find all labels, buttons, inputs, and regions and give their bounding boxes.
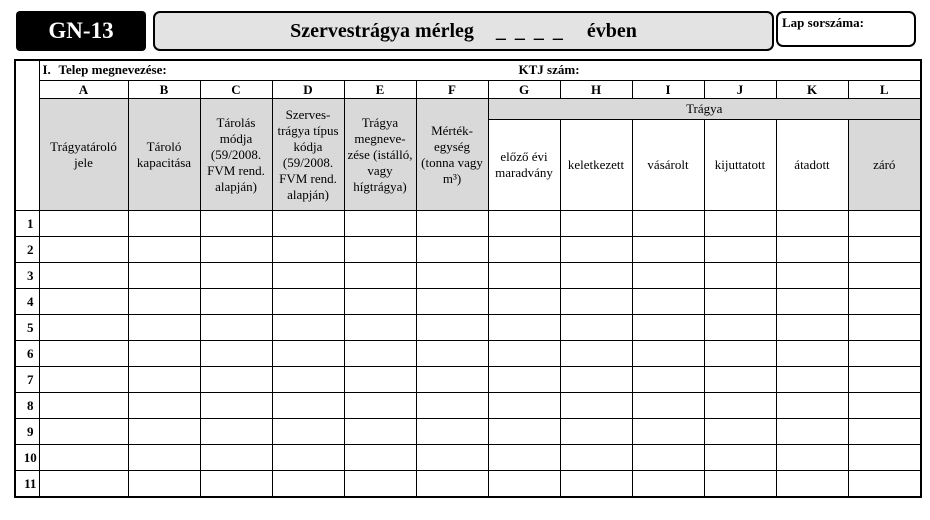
table-cell-a[interactable] (39, 237, 128, 263)
table-cell-i[interactable] (632, 471, 704, 498)
table-cell-b[interactable] (128, 341, 200, 367)
table-cell-l[interactable] (848, 237, 921, 263)
table-cell-f[interactable] (416, 263, 488, 289)
table-cell-d[interactable] (272, 211, 344, 237)
column-header-d: Szerves-trágya típus kódja (59/2008. FVM rend. alapján) (272, 99, 344, 211)
table-cell-e[interactable] (344, 211, 416, 237)
site-name-label: Telep megnevezése: (58, 62, 167, 77)
column-letter-e: E (344, 81, 416, 99)
table-cell-g[interactable] (488, 315, 560, 341)
table-cell-d[interactable] (272, 289, 344, 315)
table-row (15, 289, 921, 315)
table-cell-l[interactable] (848, 367, 921, 393)
row-number: 5 (15, 315, 39, 341)
column-letter-d: D (272, 81, 344, 99)
table-cell-d[interactable] (272, 471, 344, 498)
table-cell-a[interactable] (39, 211, 128, 237)
table-cell-a[interactable] (39, 341, 128, 367)
table-cell-f[interactable] (416, 289, 488, 315)
section-number: I. (42, 62, 51, 77)
table-cell-h[interactable] (560, 393, 632, 419)
table-cell-e[interactable] (344, 367, 416, 393)
table-row (15, 237, 921, 263)
table-cell-h[interactable] (560, 341, 632, 367)
column-header-e: Trágya megneve-zése (istálló, vagy hígtrágya) (344, 99, 416, 211)
table-cell-c[interactable] (200, 315, 272, 341)
table-cell-h[interactable] (560, 471, 632, 498)
row-number: 3 (15, 263, 39, 289)
sub-column-header-j: kijuttatott (704, 120, 776, 211)
title-box (153, 11, 774, 51)
column-letter-b: B (128, 81, 200, 99)
row-number: 10 (15, 445, 39, 471)
table-cell-f[interactable] (416, 471, 488, 498)
column-header-a: Trágyatároló jele (39, 99, 128, 211)
info-row (39, 60, 921, 81)
table-row (15, 445, 921, 471)
column-letter-j: J (704, 81, 776, 99)
table-cell-k[interactable] (776, 341, 848, 367)
table-cell-b[interactable] (128, 445, 200, 471)
table-cell-d[interactable] (272, 419, 344, 445)
table-cell-b[interactable] (128, 237, 200, 263)
table-cell-a[interactable] (39, 471, 128, 498)
column-header-f: Mérték-egység (tonna vagy m³) (416, 99, 488, 211)
table-cell-j[interactable] (704, 289, 776, 315)
table-cell-k[interactable] (776, 367, 848, 393)
table-cell-j[interactable] (704, 393, 776, 419)
column-letter-g: G (488, 81, 560, 99)
sheet-number-box (776, 11, 916, 47)
table-cell-a[interactable] (39, 419, 128, 445)
table-cell-l[interactable] (848, 419, 921, 445)
data-rows (15, 211, 921, 498)
table-cell-i[interactable] (632, 237, 704, 263)
table-cell-c[interactable] (200, 237, 272, 263)
table-cell-i[interactable] (632, 211, 704, 237)
sheet-number-label: Lap sorszáma: (782, 15, 864, 30)
table-cell-b[interactable] (128, 419, 200, 445)
table-cell-k[interactable] (776, 393, 848, 419)
table-cell-c[interactable] (200, 263, 272, 289)
table-cell-f[interactable] (416, 211, 488, 237)
table-cell-l[interactable] (848, 341, 921, 367)
table-cell-d[interactable] (272, 367, 344, 393)
column-letter-f: F (416, 81, 488, 99)
table-cell-c[interactable] (200, 367, 272, 393)
table-cell-h[interactable] (560, 237, 632, 263)
table-cell-c[interactable] (200, 211, 272, 237)
table-row (15, 419, 921, 445)
table-cell-i[interactable] (632, 341, 704, 367)
manure-balance-table (14, 59, 922, 498)
group-header-tragya: Trágya (488, 99, 921, 120)
sub-column-header-l: záró (848, 120, 921, 211)
table-cell-e[interactable] (344, 471, 416, 498)
table-cell-e[interactable] (344, 237, 416, 263)
table-cell-j[interactable] (704, 315, 776, 341)
title-before: Szervestrágya mérleg (290, 19, 474, 42)
table-row (15, 341, 921, 367)
table-cell-g[interactable] (488, 419, 560, 445)
row-number: 6 (15, 341, 39, 367)
table-cell-l[interactable] (848, 289, 921, 315)
table-cell-h[interactable] (560, 445, 632, 471)
row-number: 8 (15, 393, 39, 419)
table-cell-k[interactable] (776, 315, 848, 341)
table-cell-h[interactable] (560, 367, 632, 393)
column-letter-c: C (200, 81, 272, 99)
column-letter-h: H (560, 81, 632, 99)
row-number: 4 (15, 289, 39, 315)
row-number: 9 (15, 419, 39, 445)
table-cell-c[interactable] (200, 445, 272, 471)
table-cell-g[interactable] (488, 471, 560, 498)
table-cell-f[interactable] (416, 445, 488, 471)
table-cell-k[interactable] (776, 471, 848, 498)
table-cell-g[interactable] (488, 341, 560, 367)
table-row (15, 315, 921, 341)
table-cell-a[interactable] (39, 315, 128, 341)
table-cell-i[interactable] (632, 367, 704, 393)
table-cell-d[interactable] (272, 237, 344, 263)
table-cell-l[interactable] (848, 211, 921, 237)
table-cell-h[interactable] (560, 289, 632, 315)
table-cell-b[interactable] (128, 315, 200, 341)
row-number: 11 (15, 471, 39, 498)
row-number: 2 (15, 237, 39, 263)
table-cell-i[interactable] (632, 393, 704, 419)
table-cell-e[interactable] (344, 393, 416, 419)
column-letter-l: L (848, 81, 921, 99)
column-header-c: Tárolás módja (59/2008. FVM rend. alapján) (200, 99, 272, 211)
table-cell-i[interactable] (632, 419, 704, 445)
table-cell-k[interactable] (776, 445, 848, 471)
table-cell-d[interactable] (272, 393, 344, 419)
table-cell-d[interactable] (272, 315, 344, 341)
table-cell-k[interactable] (776, 263, 848, 289)
ktj-label: KTJ szám: (518, 62, 580, 77)
table-cell-b[interactable] (128, 367, 200, 393)
table-row (15, 263, 921, 289)
table-cell-b[interactable] (128, 263, 200, 289)
table-cell-f[interactable] (416, 315, 488, 341)
table-cell-e[interactable] (344, 419, 416, 445)
table-cell-j[interactable] (704, 341, 776, 367)
table-cell-k[interactable] (776, 419, 848, 445)
table-cell-f[interactable] (416, 367, 488, 393)
table-cell-h[interactable] (560, 419, 632, 445)
table-cell-j[interactable] (704, 211, 776, 237)
table-cell-l[interactable] (848, 315, 921, 341)
table-cell-l[interactable] (848, 393, 921, 419)
table-cell-j[interactable] (704, 237, 776, 263)
table-cell-e[interactable] (344, 315, 416, 341)
table-cell-b[interactable] (128, 289, 200, 315)
table-cell-h[interactable] (560, 211, 632, 237)
row-number: 7 (15, 367, 39, 393)
title-after: évben (586, 19, 637, 42)
table-cell-e[interactable] (344, 445, 416, 471)
table-cell-c[interactable] (200, 393, 272, 419)
table-cell-l[interactable] (848, 471, 921, 498)
table-cell-k[interactable] (776, 237, 848, 263)
table-cell-j[interactable] (704, 419, 776, 445)
table-cell-g[interactable] (488, 289, 560, 315)
sub-column-header-k: átadott (776, 120, 848, 211)
table-cell-b[interactable] (128, 393, 200, 419)
table-cell-e[interactable] (344, 341, 416, 367)
table-cell-c[interactable] (200, 289, 272, 315)
table-cell-g[interactable] (488, 367, 560, 393)
table-cell-g[interactable] (488, 393, 560, 419)
table-row (15, 367, 921, 393)
column-letters-row (15, 81, 921, 99)
table-cell-c[interactable] (200, 471, 272, 498)
table-cell-f[interactable] (416, 341, 488, 367)
table-cell-l[interactable] (848, 445, 921, 471)
row-number: 1 (15, 211, 39, 237)
table-cell-g[interactable] (488, 445, 560, 471)
form-code-badge (16, 11, 146, 51)
table-cell-i[interactable] (632, 445, 704, 471)
group-header-row (15, 99, 921, 120)
table-cell-b[interactable] (128, 471, 200, 498)
column-letter-a: A (39, 81, 128, 99)
table-cell-i[interactable] (632, 263, 704, 289)
table-cell-e[interactable] (344, 289, 416, 315)
table-cell-d[interactable] (272, 341, 344, 367)
table-cell-a[interactable] (39, 263, 128, 289)
sub-column-header-g: előző évi maradvány (488, 120, 560, 211)
column-header-b: Tároló kapacitása (128, 99, 200, 211)
table-cell-g[interactable] (488, 237, 560, 263)
table-cell-h[interactable] (560, 315, 632, 341)
table-cell-j[interactable] (704, 471, 776, 498)
table-cell-k[interactable] (776, 211, 848, 237)
table-cell-a[interactable] (39, 445, 128, 471)
form-code: GN-13 (48, 18, 114, 43)
year-blank: _ _ _ _ (495, 19, 565, 42)
column-letter-i: I (632, 81, 704, 99)
table-cell-j[interactable] (704, 263, 776, 289)
table-cell-f[interactable] (416, 419, 488, 445)
table-cell-f[interactable] (416, 393, 488, 419)
table-cell-i[interactable] (632, 289, 704, 315)
table-cell-a[interactable] (39, 367, 128, 393)
table-cell-c[interactable] (200, 419, 272, 445)
table-cell-a[interactable] (39, 393, 128, 419)
table-cell-k[interactable] (776, 289, 848, 315)
sub-column-header-i: vásárolt (632, 120, 704, 211)
corner-cell (15, 60, 39, 211)
table-cell-c[interactable] (200, 341, 272, 367)
table-cell-f[interactable] (416, 237, 488, 263)
table-cell-e[interactable] (344, 263, 416, 289)
sub-column-header-h: keletkezett (560, 120, 632, 211)
column-letter-k: K (776, 81, 848, 99)
table-cell-a[interactable] (39, 289, 128, 315)
table-cell-j[interactable] (704, 445, 776, 471)
table-cell-l[interactable] (848, 263, 921, 289)
table-cell-h[interactable] (560, 263, 632, 289)
table-row (15, 211, 921, 237)
table-cell-b[interactable] (128, 211, 200, 237)
table-cell-d[interactable] (272, 445, 344, 471)
table-cell-d[interactable] (272, 263, 344, 289)
table-cell-g[interactable] (488, 263, 560, 289)
table-cell-j[interactable] (704, 367, 776, 393)
table-row (15, 393, 921, 419)
table-cell-g[interactable] (488, 211, 560, 237)
table-row (15, 471, 921, 498)
table-cell-i[interactable] (632, 315, 704, 341)
